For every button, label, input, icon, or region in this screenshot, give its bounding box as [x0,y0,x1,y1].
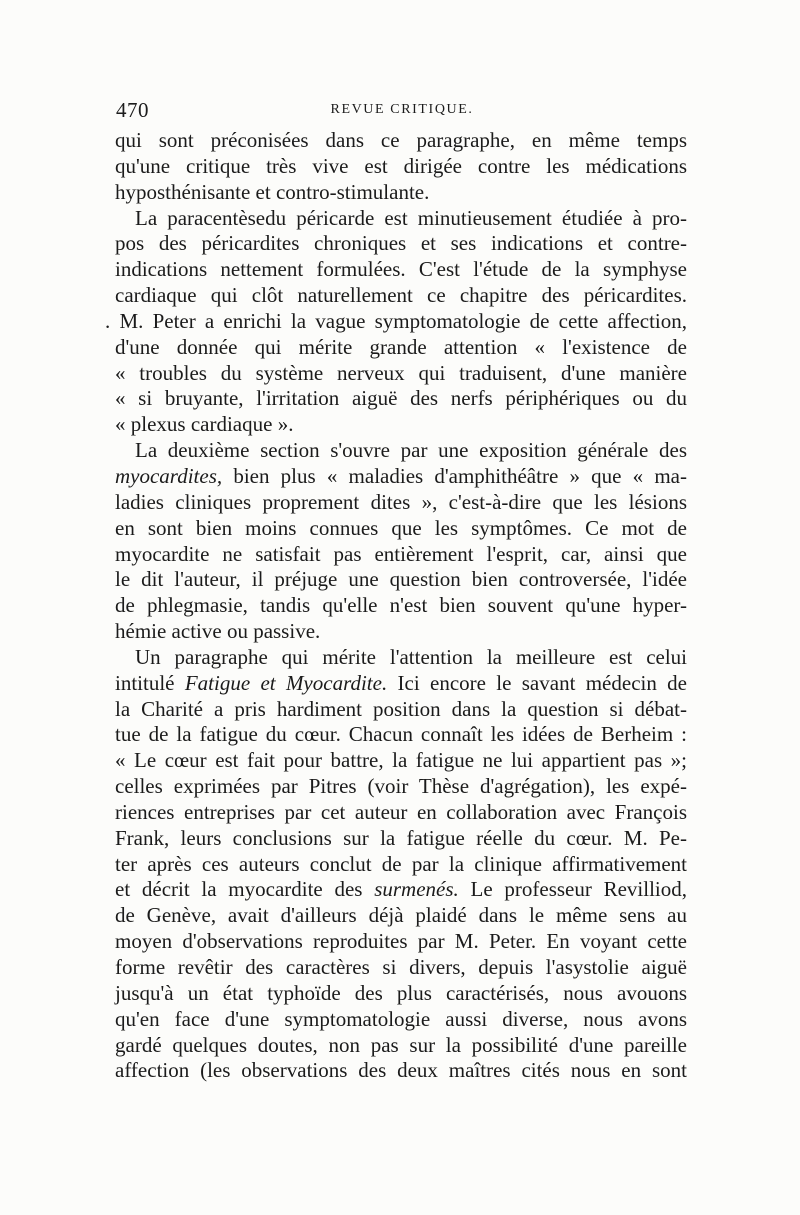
text-line-segment: Le professeur Revilliod, [458,877,687,902]
text-line: hyposthénisante et contro-stimulante. [115,179,430,204]
text-line: ter après ces auteurs conclut de par la clinique affirmativement [115,851,687,876]
text-line: jusqu'à un état typhoïde des plus caractérisés, nous avouons [115,980,687,1005]
text-line: « plexus cardiaque ». [115,412,294,437]
text-line-segment: Ici encore le savant médecin de [387,670,687,695]
text-line: « si bruyante, l'irritation aiguë des nerfs périphériques ou du [115,386,687,411]
body-text [105,128,687,1084]
text-line: le dit l'auteur, il préjuge une question bien controversée, l'idée [115,567,687,592]
text-line: la Charité a pris hardiment position dans la question si débat- [115,696,687,721]
text-line [115,671,687,697]
text-line: de Genève, avait d'ailleurs déjà plaidé dans le même sens au [115,903,687,928]
text-line-segment: bien plus « maladies d'amphithéâtre » que « ma- [222,463,687,488]
text-line-segment: et décrit la myocardite des [115,877,375,902]
text-line: La paracentèsedu péricarde est minutieusement étudiée à pro- [135,205,687,230]
text-line: forme revêtir des caractères si divers, depuis l'asystolie aiguë [115,955,687,979]
text-line: ladies cliniques proprement dites », c'est-à-dire que les lésions [115,489,687,514]
text-line: indications nettement formulées. C'est l'étude de la symphyse [115,257,687,282]
text-line: hémie active ou passive. [115,619,321,644]
italic-term: myocardites, [115,463,223,488]
italic-term: surmenés. [374,877,459,902]
text-line: tue de la fatigue du cœur. Chacun connaît les idées de Berheim : [115,722,687,747]
text-line [115,877,687,903]
text-line: de phlegmasie, tandis qu'elle n'est bien souvent qu'une hyper- [115,593,687,618]
text-line: myocardite ne satisfait pas entièrement l'esprit, car, ainsi que [115,541,687,566]
text-line [115,464,687,490]
text-line: riences entreprises par cet auteur en collaboration avec François [115,799,687,824]
text-line: d'une donnée qui mérite grande attention « l'existence de [115,334,687,359]
text-line: qu'une critique très vive est dirigée contre les médications [115,153,687,178]
running-title: REVUE CRITIQUE. [330,102,474,117]
text-line: moyen d'observations reproduites par M. Peter. En voyant cette [115,929,687,954]
text-line-segment: intitulé [115,670,185,695]
text-line: « troubles du système nerveux qui traduisent, d'une manière [115,360,687,385]
page-number: 470 [116,98,149,122]
text-line: celles exprimées par Pitres (voir Thèse d'agrégation), les expé- [115,774,687,799]
text-line: qu'en face d'une symptomatologie aussi diverse, nous avons [115,1006,687,1031]
text-line: en sont bien moins connues que les symptômes. Ce mot de [115,515,687,540]
text-line: « Le cœur est fait pour battre, la fatigue ne lui appartient pas »; [115,748,687,773]
text-line: cardiaque qui clôt naturellement ce chapitre des péricardites. [115,283,687,308]
text-line: pos des péricardites chroniques et ses indications et contre- [115,231,687,256]
page-header [116,98,688,124]
text-line: . M. Peter a enrichi la vague symptomatologie de cette affection, [105,308,687,333]
text-line: qui sont préconisées dans ce paragraphe, en même temps [115,128,687,152]
text-line: Un paragraphe qui mérite l'attention la meilleure est celui [135,644,687,669]
italic-term: Fatigue et Myocardite. [184,670,388,695]
text-line: La deuxième section s'ouvre par une exposition générale des [135,438,687,463]
text-line: Frank, leurs conclusions sur la fatigue réelle du cœur. M. Pe- [115,825,687,850]
text-line: gardé quelques doutes, non pas sur la possibilité d'une pareille [115,1032,687,1057]
text-line: affection (les observations des deux maîtres cités nous en sont [115,1058,687,1083]
